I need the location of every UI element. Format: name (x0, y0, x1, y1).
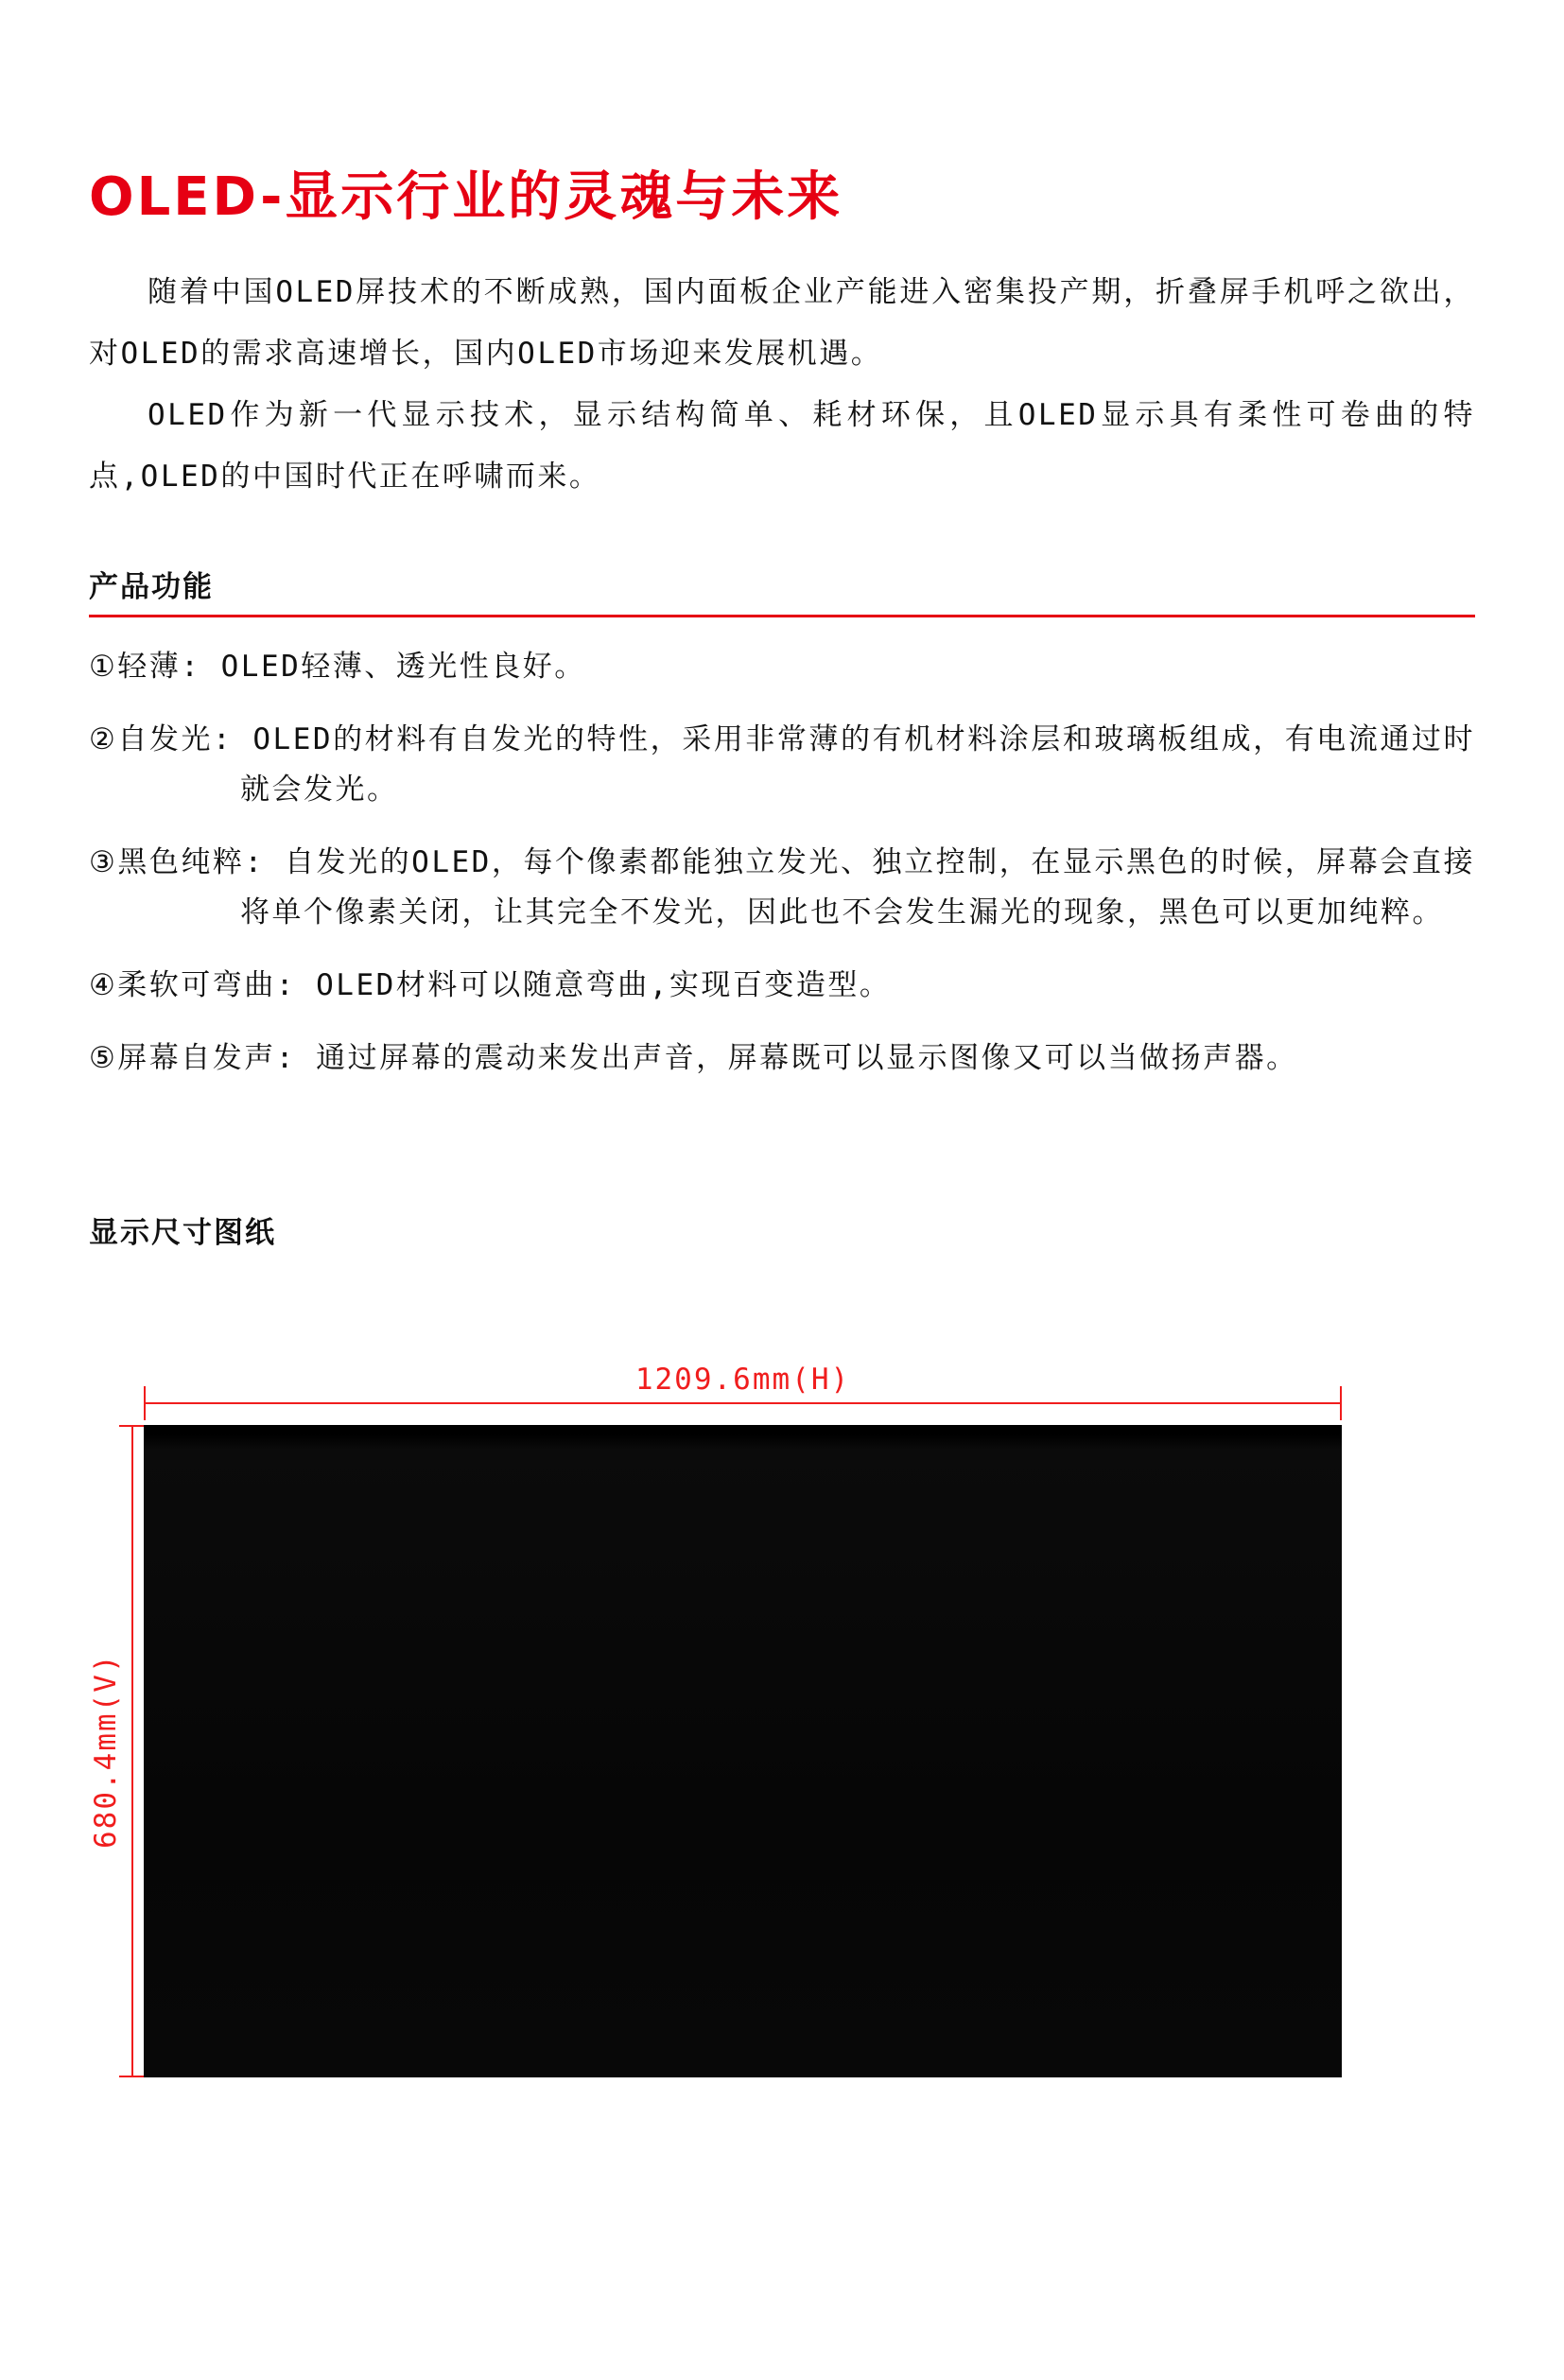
features-heading: 产品功能 (89, 570, 214, 605)
width-dimension-label: 1209.6mm(H) (634, 1363, 851, 1398)
feature-item-5: ⑤屏幕自发声: 通过屏幕的震动来发出声音，屏幕既可以显示图像又可以当做扬声器。 (89, 1041, 1298, 1076)
width-dimension-line (144, 1402, 1342, 1404)
features-list (89, 642, 1475, 1084)
dimension-diagram (89, 1363, 1475, 2119)
height-dimension-line (131, 1425, 133, 2077)
red-divider (89, 615, 1475, 617)
dimension-tick (1340, 1386, 1342, 1420)
intro-section (89, 262, 1475, 508)
dimension-tick (119, 2076, 146, 2077)
feature-item-2: ②自发光: OLED的材料有自发光的特性，采用非常薄的有机材料涂层和玻璃板组成，有电流通过时就会发光。 (89, 722, 1475, 808)
intro-paragraph-2: OLED作为新一代显示技术，显示结构简单、耗材环保，且OLED显示具有柔性可卷曲的特点,OLED的中国时代正在呼啸而来。 (89, 398, 1475, 495)
dimension-tick (119, 1425, 146, 1427)
feature-item-3: ③黑色纯粹: 自发光的OLED，每个像素都能独立发光、独立控制，在显示黑色的时候，屏幕会直接将单个像素关闭，让其完全不发光，因此也不会发生漏光的现象，黑色可以更加纯粹。 (89, 845, 1475, 930)
feature-item-4: ④柔软可弯曲: OLED材料可以随意弯曲,实现百变造型。 (89, 968, 892, 1003)
drawing-heading: 显示尺寸图纸 (89, 1216, 276, 1251)
page-title: OLED-显示行业的灵魂与未来 (89, 166, 843, 228)
document-page (0, 168, 1564, 2119)
feature-item-1: ①轻薄: OLED轻薄、透光性良好。 (89, 650, 586, 685)
display-panel (144, 1425, 1342, 2077)
intro-paragraph-1: 随着中国OLED屏技术的不断成熟，国内面板企业产能进入密集投产期，折叠屏手机呼之欲出，对OLED的需求高速增长，国内OLED市场迎来发展机遇。 (89, 275, 1475, 372)
height-dimension-label: 680.4mm(V) (89, 1653, 123, 1850)
dimension-tick (144, 1386, 146, 1420)
